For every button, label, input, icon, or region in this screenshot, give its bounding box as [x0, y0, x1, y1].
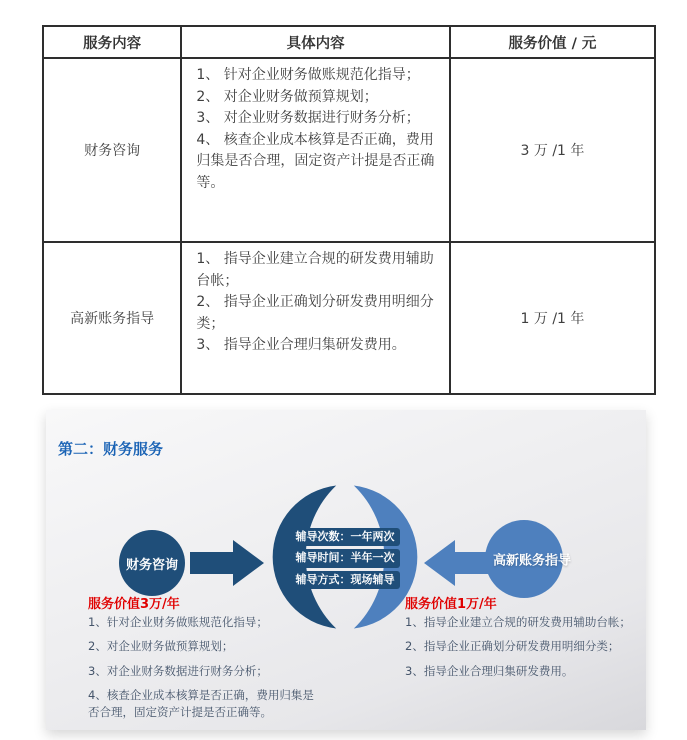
table-row	[43, 242, 655, 394]
circle-label: 高新账务指导	[493, 553, 572, 569]
service-table	[42, 25, 656, 395]
list-item: 2、指导企业正确划分研发费用明细分类；	[405, 639, 620, 654]
list-item: 3、指导企业合理归集研发费用。	[405, 663, 574, 678]
header-service-value: 服务价值 / 元	[450, 26, 655, 58]
hightech-guidance-circle	[485, 520, 572, 598]
service-name-cell: 财务咨询	[43, 58, 181, 242]
coaching-method-badge: 辅导方式：现场辅导	[291, 571, 400, 589]
list-item: 4、核查企业成本核算是否正确，费用归集是否合理，固定资产计提是否正确等。	[88, 687, 314, 719]
coaching-frequency-badge: 辅导次数：一年两次	[291, 528, 400, 546]
right-detail-list	[405, 614, 645, 687]
header-specific-content: 具体内容	[181, 26, 450, 58]
coaching-time-badge: 辅导时间：半年一次	[291, 549, 400, 567]
service-details-cell	[181, 242, 450, 394]
list-item: 2、对企业财务做预算规划；	[88, 639, 234, 654]
list-item: 3、对企业财务数据进行财务分析；	[88, 663, 268, 678]
section-title: 第二：财务服务	[58, 440, 164, 458]
table-header-row	[43, 26, 655, 58]
detail-line: 4、 核查企业成本核算是否正确，费用归集是否合理，固定资产计提是否正确等。	[196, 131, 435, 191]
detail-line: 2、 对企业财务做预算规划；	[196, 88, 378, 105]
finance-consulting-circle	[119, 530, 185, 596]
circle-label: 财务咨询	[125, 557, 178, 573]
detail-line: 3、 指导企业合理归集研发费用。	[196, 337, 406, 353]
detail-line: 1、 指导企业建立合规的研发费用辅助台帐；	[196, 251, 434, 289]
header-service-content: 服务内容	[43, 26, 181, 58]
list-item: 1、指导企业建立合规的研发费用辅助台帐；	[405, 615, 631, 629]
list-item: 1、针对企业财务做账规范化指导；	[88, 615, 268, 629]
infographic-panel	[46, 410, 646, 730]
service-value-cell: 3 万 /1 年	[450, 58, 655, 242]
left-detail-list	[88, 614, 322, 728]
detail-line: 3、 对企业财务数据进行财务分析；	[196, 110, 420, 126]
left-value-label: 服务价值3万/年	[88, 597, 180, 612]
detail-line: 1、 针对企业财务做账规范化指导；	[196, 67, 420, 83]
coaching-info-badges	[265, 528, 425, 589]
service-table-section	[42, 25, 656, 395]
arrow-right-icon	[190, 540, 264, 586]
right-value-label: 服务价值1万/年	[405, 597, 497, 612]
service-details-cell	[181, 58, 450, 242]
detail-line: 2、 指导企业正确划分研发费用明细分类；	[196, 294, 434, 332]
table-row	[43, 58, 655, 242]
service-value-cell: 1 万 /1 年	[450, 242, 655, 394]
service-name-cell: 高新账务指导	[43, 242, 181, 394]
